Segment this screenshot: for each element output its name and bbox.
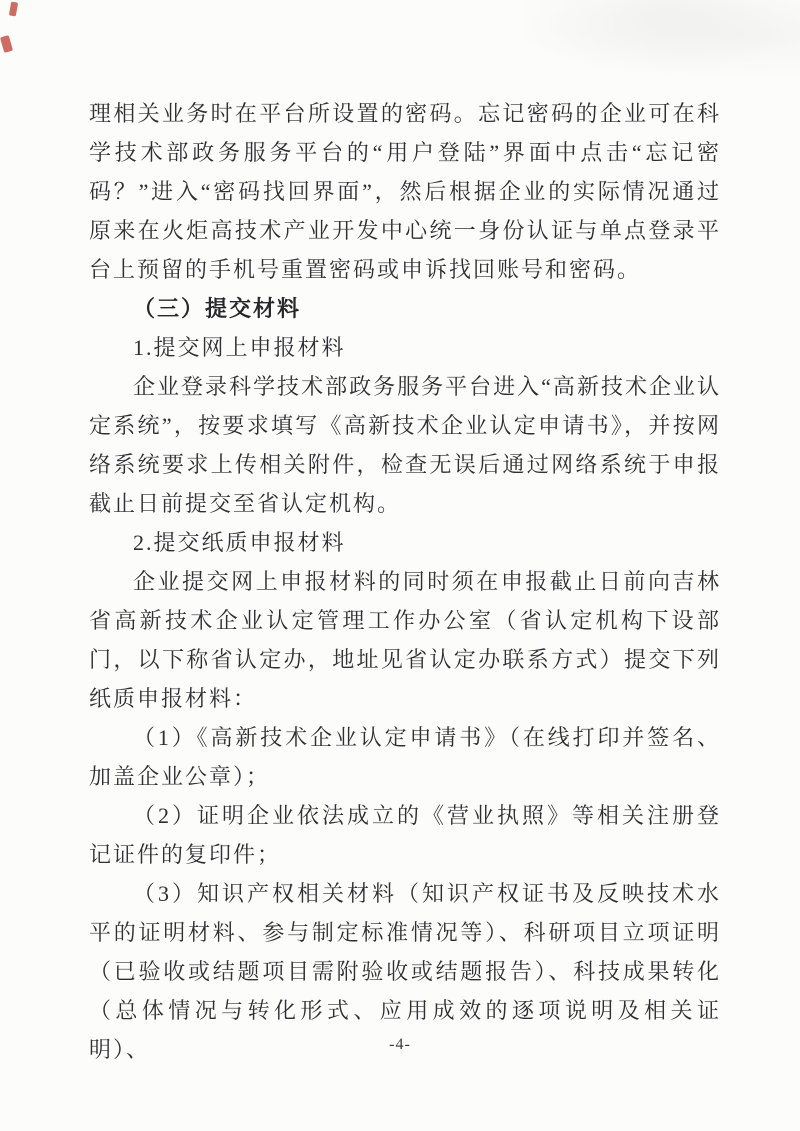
page-number: -4- xyxy=(389,1036,411,1053)
red-pen-mark xyxy=(0,35,13,53)
paragraph: 1.提交网上申报材料 xyxy=(133,335,346,360)
paragraph: 企业登录科学技术部政务服务平台进入“高新技术企业认定系统”，按要求填写《高新技术企业认定申请书》，并按网络系统要求上传相关附件，检查无误后通过网络系统于申报截止日前提交至省认定机构。 xyxy=(89,374,721,516)
paragraph: （1）《高新技术企业认定申请书》（在线打印并签名、加盖企业公章）； xyxy=(89,725,721,789)
document-body xyxy=(89,94,721,1069)
paragraph: 企业提交网上申报材料的同时须在申报截止日前向吉林省高新技术企业认定管理工作办公室（省认定机构下设部门，以下称省认定办，地址见省认定办联系方式）提交下列纸质申报材料： xyxy=(89,569,721,711)
red-pen-mark xyxy=(9,1,18,16)
paragraph: 理相关业务时在平台所设置的密码。忘记密码的企业可在科学技术部政务服务平台的“用户登陆”界面中点击“忘记密码？”进入“密码找回界面”，然后根据企业的实际情况通过原来在火炬高技术产业开发中心统一身份认证与单点登录平台上预留的手机号重置密码或申诉找回账号和密码。 xyxy=(89,101,721,282)
paragraph: （3）知识产权相关材料（知识产权证书及反映技术水平的证明材料、参与制定标准情况等）、科研项目立项证明（已验收或结题项目需附验收或结题报告）、科技成果转化（总体情况与转化形式、应用成效的逐项说明及相关证明）、 xyxy=(89,881,721,1062)
section-heading: （三）提交材料 xyxy=(133,296,302,321)
scan-noise-artifact xyxy=(500,0,800,80)
paragraph: 2.提交纸质申报材料 xyxy=(133,530,346,555)
paragraph: （2）证明企业依法成立的《营业执照》等相关注册登记证件的复印件； xyxy=(89,803,721,867)
